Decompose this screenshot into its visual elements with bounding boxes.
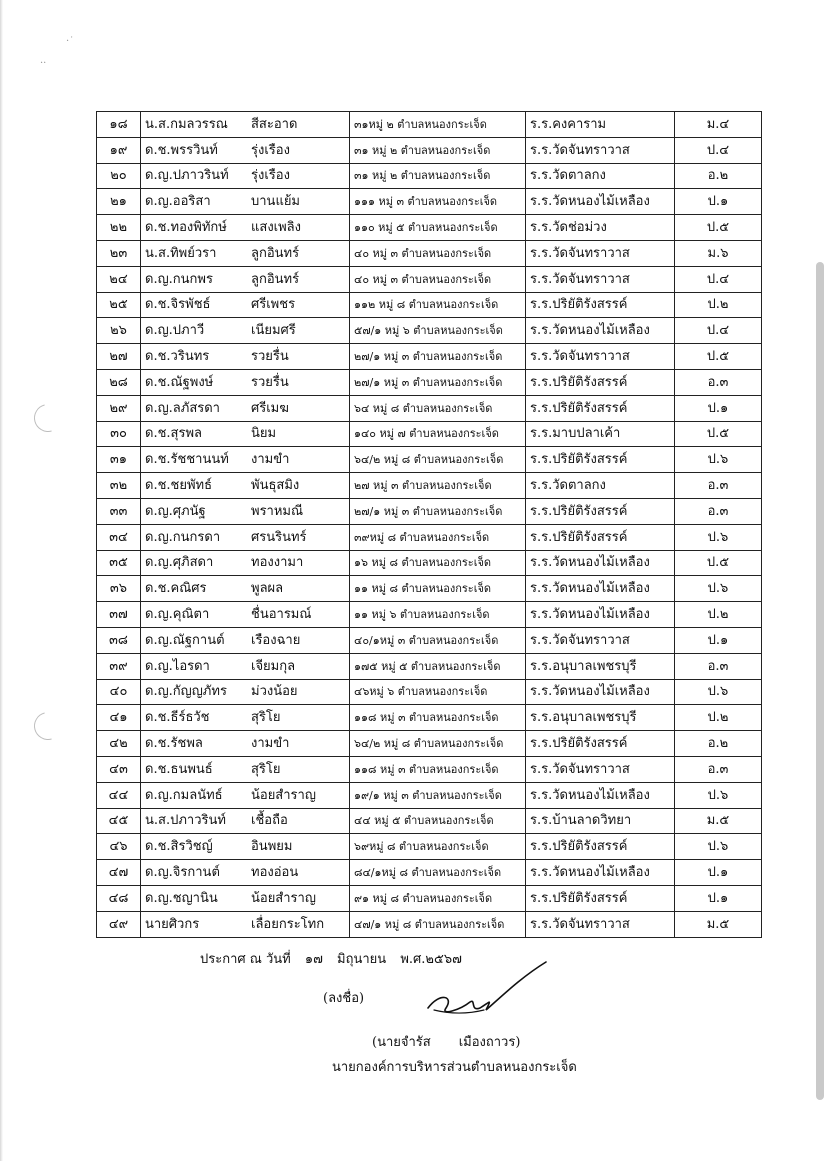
row-number: ๒๗ xyxy=(97,344,141,370)
address-cell: ๖๔/๒ หมู่ ๘ ตำบลหนองกระเจ็ด xyxy=(350,731,526,757)
row-number: ๒๔ xyxy=(97,266,141,292)
student-name-cell xyxy=(141,112,350,138)
address-cell: ๑๑๒ หมู่ ๘ ตำบลหนองกระเจ็ด xyxy=(350,292,526,318)
student-surname: เจียมกุล xyxy=(251,658,296,674)
student-first-name: น.ส.ทิพย์วรา xyxy=(145,245,217,261)
student-name-cell xyxy=(141,576,350,602)
grade-cell: ป.๒ xyxy=(675,292,762,318)
address-cell: ๔๐ หมู่ ๓ ตำบลหนองกระเจ็ด xyxy=(350,266,526,292)
table-row xyxy=(97,369,762,395)
school-cell: ร.ร.ปริยัติรังสรรค์ xyxy=(526,498,675,524)
row-number: ๔๔ xyxy=(97,782,141,808)
address-cell: ๖๙หมู่ ๘ ตำบลหนองกระเจ็ด xyxy=(350,834,526,860)
grade-cell: ป.๔ xyxy=(675,318,762,344)
roster-table xyxy=(96,111,762,938)
student-name-cell xyxy=(141,653,350,679)
row-number: ๔๗ xyxy=(97,860,141,886)
student-name-cell xyxy=(141,447,350,473)
student-surname: ม่วงน้อย xyxy=(251,684,298,700)
table-row xyxy=(97,627,762,653)
address-cell: ๓๑ หมู่ ๒ ตำบลหนองกระเจ็ด xyxy=(350,137,526,163)
student-name-cell xyxy=(141,911,350,937)
address-cell: ๑๑ หมู่ ๖ ตำบลหนองกระเจ็ด xyxy=(350,602,526,628)
student-name-cell xyxy=(141,344,350,370)
student-name-cell xyxy=(141,318,350,344)
address-cell: ๔๖หมู่ ๖ ตำบลหนองกระเจ็ด xyxy=(350,679,526,705)
student-surname: น้อยสำราญ xyxy=(251,890,316,906)
table-row xyxy=(97,679,762,705)
handwritten-signature xyxy=(420,958,550,1028)
student-name-cell xyxy=(141,782,350,808)
student-first-name: นายศิวกร xyxy=(145,916,200,932)
school-cell: ร.ร.อนุบาลเพชรบุรี xyxy=(526,705,675,731)
grade-cell: ป.๕ xyxy=(675,421,762,447)
student-name-cell xyxy=(141,240,350,266)
grade-cell: ป.๖ xyxy=(675,782,762,808)
student-surname: เนียมศรี xyxy=(251,323,296,339)
row-number: ๔๘ xyxy=(97,885,141,911)
grade-cell: ป.๕ xyxy=(675,344,762,370)
school-cell: ร.ร.ปริยัติรังสรรค์ xyxy=(526,731,675,757)
student-surname: เลื่อยกระโทก xyxy=(251,916,325,932)
student-surname: เชื้อถือ xyxy=(251,813,288,829)
school-cell: ร.ร.ปริยัติรังสรรค์ xyxy=(526,885,675,911)
student-first-name: ด.ช.สิรวิชญ์ xyxy=(145,839,213,855)
table-row xyxy=(97,756,762,782)
row-number: ๔๐ xyxy=(97,679,141,705)
grade-cell: ป.๖ xyxy=(675,447,762,473)
grade-cell: ม.๕ xyxy=(675,808,762,834)
address-cell: ๒๗ หมู่ ๓ ตำบลหนองกระเจ็ด xyxy=(350,473,526,499)
student-name-cell xyxy=(141,369,350,395)
school-cell: ร.ร.ปริยัติรังสรรค์ xyxy=(526,524,675,550)
school-cell: ร.ร.วัดหนองไม้เหลือง xyxy=(526,782,675,808)
student-surname: ลูกอินทร์ xyxy=(251,245,300,261)
punch-hole-mark xyxy=(29,707,67,745)
announce-day: ๑๗ xyxy=(304,952,323,967)
student-surname: สีสะอาด xyxy=(251,116,298,132)
address-cell: ๙๑ หมู่ ๘ ตำบลหนองกระเจ็ด xyxy=(350,885,526,911)
row-number: ๓๓ xyxy=(97,498,141,524)
school-cell: ร.ร.คงคาราม xyxy=(526,112,675,138)
student-name-cell xyxy=(141,473,350,499)
student-first-name: ด.ญ.ไอรดา xyxy=(145,658,210,674)
table-row xyxy=(97,834,762,860)
school-cell: ร.ร.วัดหนองไม้เหลือง xyxy=(526,602,675,628)
grade-cell: ป.๖ xyxy=(675,576,762,602)
school-cell: ร.ร.วัดหนองไม้เหลือง xyxy=(526,679,675,705)
scan-speck: ·˙ xyxy=(66,36,75,47)
address-cell: ๑๑ หมู่ ๘ ตำบลหนองกระเจ็ด xyxy=(350,576,526,602)
address-cell: ๓๑ หมู่ ๒ ตำบลหนองกระเจ็ด xyxy=(350,163,526,189)
grade-cell: ป.๕ xyxy=(675,215,762,241)
student-first-name: ด.ญ.คุณิตา xyxy=(145,607,210,623)
student-name-cell xyxy=(141,731,350,757)
school-cell: ร.ร.ปริยัติรังสรรค์ xyxy=(526,395,675,421)
address-cell: ๖๔/๒ หมู่ ๘ ตำบลหนองกระเจ็ด xyxy=(350,447,526,473)
row-number: ๔๑ xyxy=(97,705,141,731)
school-cell: ร.ร.วัดจันทราวาส xyxy=(526,344,675,370)
table-row xyxy=(97,215,762,241)
row-number: ๔๖ xyxy=(97,834,141,860)
row-number: ๑๙ xyxy=(97,137,141,163)
student-first-name: ด.ช.ธนพนธ์ xyxy=(145,761,213,777)
school-cell: ร.ร.วัดหนองไม้เหลือง xyxy=(526,550,675,576)
address-cell: ๑๔๐ หมู่ ๗ ตำบลหนองกระเจ็ด xyxy=(350,421,526,447)
student-surname: ลูกอินทร์ xyxy=(251,271,300,287)
student-first-name: ด.ช.ณัฐพงษ์ xyxy=(145,374,214,390)
grade-cell: ป.๑ xyxy=(675,885,762,911)
school-cell: ร.ร.วัดตาลกง xyxy=(526,163,675,189)
scan-speck: ·· xyxy=(40,58,47,69)
student-name-cell xyxy=(141,705,350,731)
student-first-name: ด.ช.รัชพล xyxy=(145,736,203,752)
row-number: ๒๒ xyxy=(97,215,141,241)
table-row xyxy=(97,240,762,266)
row-number: ๔๒ xyxy=(97,731,141,757)
student-surname: ทองงามา xyxy=(251,555,304,571)
punch-hole-mark xyxy=(29,399,67,437)
signer-position: นายกองค์การบริหารส่วนตำบลหนองกระเจ็ด xyxy=(332,1060,577,1075)
table-row xyxy=(97,318,762,344)
student-surname: แสงเพลิง xyxy=(251,220,301,236)
student-surname: เรืองฉาย xyxy=(251,632,301,648)
student-first-name: ด.ช.ทองพิทักษ์ xyxy=(145,220,227,236)
row-number: ๓๑ xyxy=(97,447,141,473)
student-surname: พันธุสมิง xyxy=(251,478,300,494)
address-cell: ๑๑๐ หมู่ ๕ ตำบลหนองกระเจ็ด xyxy=(350,215,526,241)
row-number: ๓๒ xyxy=(97,473,141,499)
school-cell: ร.ร.วัดจันทราวาส xyxy=(526,266,675,292)
scrollbar-thumb[interactable] xyxy=(816,262,824,1100)
student-first-name: ด.ญ.ณัฐกานต์ xyxy=(145,632,225,648)
row-number: ๔๕ xyxy=(97,808,141,834)
student-name-cell xyxy=(141,266,350,292)
row-number: ๔๓ xyxy=(97,756,141,782)
school-cell: ร.ร.วัดช่อม่วง xyxy=(526,215,675,241)
student-surname: รุ่งเรือง xyxy=(251,142,290,158)
table-row xyxy=(97,885,762,911)
table-row xyxy=(97,421,762,447)
address-cell: ๑๑๘ หมู่ ๓ ตำบลหนองกระเจ็ด xyxy=(350,705,526,731)
signer-name-last: เมืองถาวร) xyxy=(458,1035,521,1050)
row-number: ๒๖ xyxy=(97,318,141,344)
student-name-cell xyxy=(141,679,350,705)
student-name-cell xyxy=(141,885,350,911)
school-cell: ร.ร.วัดหนองไม้เหลือง xyxy=(526,318,675,344)
school-cell: ร.ร.วัดหนองไม้เหลือง xyxy=(526,576,675,602)
table-row xyxy=(97,112,762,138)
table-row xyxy=(97,292,762,318)
grade-cell: ป.๑ xyxy=(675,189,762,215)
grade-cell: อ.๓ xyxy=(675,498,762,524)
school-cell: ร.ร.วัดจันทราวาส xyxy=(526,240,675,266)
grade-cell: อ.๓ xyxy=(675,369,762,395)
student-name-cell xyxy=(141,137,350,163)
school-cell: ร.ร.วัดจันทราวาส xyxy=(526,627,675,653)
student-first-name: ด.ช.พรรวินท์ xyxy=(145,142,218,158)
address-cell: ๖๔ หมู่ ๘ ตำบลหนองกระเจ็ด xyxy=(350,395,526,421)
student-surname: งามขำ xyxy=(251,736,290,752)
signer-name xyxy=(372,1031,520,1052)
student-first-name: ด.ช.จิรพัชธ์ xyxy=(145,297,211,313)
table-row xyxy=(97,602,762,628)
grade-cell: อ.๒ xyxy=(675,731,762,757)
student-surname: ศรีเพชร xyxy=(251,297,296,313)
grade-cell: ป.๑ xyxy=(675,860,762,886)
grade-cell: ป.๒ xyxy=(675,705,762,731)
student-first-name: ด.ช.ชยพัทธ์ xyxy=(145,478,213,494)
row-number: ๓๙ xyxy=(97,653,141,679)
address-cell: ๓๙หมู่ ๘ ตำบลหนองกระเจ็ด xyxy=(350,524,526,550)
grade-cell: ป.๖ xyxy=(675,524,762,550)
student-first-name: ด.ญ.ปภาวี xyxy=(145,323,205,339)
address-cell: ๑๙/๑ หมู่ ๓ ตำบลหนองกระเจ็ด xyxy=(350,782,526,808)
school-cell: ร.ร.ปริยัติรังสรรค์ xyxy=(526,292,675,318)
table-row xyxy=(97,344,762,370)
address-cell: ๔๗/๑ หมู่ ๘ ตำบลหนองกระเจ็ด xyxy=(350,911,526,937)
grade-cell: อ.๓ xyxy=(675,756,762,782)
address-cell: ๕๗/๑ หมู่ ๖ ตำบลหนองกระเจ็ด xyxy=(350,318,526,344)
address-cell: ๔๔ หมู่ ๕ ตำบลหนองกระเจ็ด xyxy=(350,808,526,834)
school-cell: ร.ร.ปริยัติรังสรรค์ xyxy=(526,447,675,473)
table-row xyxy=(97,550,762,576)
student-surname: รุ่งเรือง xyxy=(251,168,290,184)
table-row xyxy=(97,266,762,292)
grade-cell: ป.๔ xyxy=(675,137,762,163)
school-cell: ร.ร.วัดหนองไม้เหลือง xyxy=(526,189,675,215)
school-cell: ร.ร.วัดจันทราวาส xyxy=(526,756,675,782)
student-first-name: ด.ช.ธีร์ธวัช xyxy=(145,710,210,726)
school-cell: ร.ร.วัดจันทราวาส xyxy=(526,137,675,163)
school-cell: ร.ร.วัดจันทราวาส xyxy=(526,911,675,937)
table-row xyxy=(97,447,762,473)
student-surname: พราหมณี xyxy=(251,503,304,519)
student-surname: สุริโย xyxy=(251,761,281,777)
address-cell: ๑๑๑ หมู่ ๓ ตำบลหนองกระเจ็ด xyxy=(350,189,526,215)
row-number: ๒๑ xyxy=(97,189,141,215)
school-cell: ร.ร.ปริยัติรังสรรค์ xyxy=(526,369,675,395)
table-row xyxy=(97,653,762,679)
address-cell: ๓๑หมู่ ๒ ตำบลหนองกระเจ็ด xyxy=(350,112,526,138)
grade-cell: ม.๔ xyxy=(675,112,762,138)
roster-body xyxy=(97,112,762,938)
signed-label: (ลงชื่อ) xyxy=(323,991,365,1006)
row-number: ๒๕ xyxy=(97,292,141,318)
student-name-cell xyxy=(141,163,350,189)
student-first-name: ด.ญ.ศุภนัฐ xyxy=(145,503,206,519)
table-row xyxy=(97,524,762,550)
table-row xyxy=(97,498,762,524)
table-row xyxy=(97,808,762,834)
grade-cell: อ.๓ xyxy=(675,473,762,499)
address-cell: ๑๗๕ หมู่ ๕ ตำบลหนองกระเจ็ด xyxy=(350,653,526,679)
student-first-name: ด.ญ.ลภัสรดา xyxy=(145,400,220,416)
student-first-name: ด.ญ.กัญญภัทร xyxy=(145,684,227,700)
student-surname: ทองอ่อน xyxy=(251,865,299,880)
announce-month: มิถุนายน xyxy=(337,952,387,967)
school-cell: ร.ร.วัดหนองไม้เหลือง xyxy=(526,860,675,886)
student-name-cell xyxy=(141,292,350,318)
grade-cell: ป.๕ xyxy=(675,550,762,576)
student-first-name: ด.ญ.จิรกานต์ xyxy=(145,865,220,880)
student-name-cell xyxy=(141,756,350,782)
student-name-cell xyxy=(141,395,350,421)
row-number: ๓๘ xyxy=(97,627,141,653)
scan-edge-shadow xyxy=(0,0,3,1161)
student-name-cell xyxy=(141,421,350,447)
student-name-cell xyxy=(141,602,350,628)
grade-cell: ม.๖ xyxy=(675,240,762,266)
student-surname: บานแย้ม xyxy=(251,194,301,210)
table-row xyxy=(97,731,762,757)
row-number: ๒๙ xyxy=(97,395,141,421)
student-first-name: ด.ญ.ออริสา xyxy=(145,194,211,210)
address-cell: ๑๖ หมู่ ๘ ตำบลหนองกระเจ็ด xyxy=(350,550,526,576)
row-number: ๒๓ xyxy=(97,240,141,266)
student-first-name: น.ส.ปภาวรินท์ xyxy=(145,813,226,829)
student-first-name: ด.ญ.กมลนัทธ์ xyxy=(145,787,223,803)
grade-cell: ม.๕ xyxy=(675,911,762,937)
school-cell: ร.ร.มาบปลาเค้า xyxy=(526,421,675,447)
school-cell: ร.ร.วัดตาลกง xyxy=(526,473,675,499)
student-surname: รวยรื่น xyxy=(251,349,289,365)
student-name-cell xyxy=(141,550,350,576)
row-number: ๓๗ xyxy=(97,602,141,628)
grade-cell: ป.๔ xyxy=(675,266,762,292)
student-surname: น้อยสำราญ xyxy=(251,787,316,803)
student-first-name: ด.ญ.ชญานิน xyxy=(145,890,218,906)
grade-cell: ป.๒ xyxy=(675,602,762,628)
student-surname: ชื่นอารมณ์ xyxy=(251,607,312,623)
signer-name-first: (นายจำรัส xyxy=(372,1035,431,1050)
student-surname: ศรนรินทร์ xyxy=(251,529,307,545)
table-row xyxy=(97,782,762,808)
student-surname: นิยม xyxy=(251,426,277,442)
student-name-cell xyxy=(141,860,350,886)
table-row xyxy=(97,163,762,189)
student-surname: อินพยม xyxy=(251,839,293,855)
row-number: ๓๕ xyxy=(97,550,141,576)
student-surname: ศรีเมฆ xyxy=(251,400,289,416)
address-cell: ๔๐ หมู่ ๓ ตำบลหนองกระเจ็ด xyxy=(350,240,526,266)
address-cell: ๒๗/๑ หมู่ ๓ ตำบลหนองกระเจ็ด xyxy=(350,344,526,370)
school-cell: ร.ร.บ้านลาดวิทยา xyxy=(526,808,675,834)
student-surname: งามขำ xyxy=(251,452,290,468)
row-number: ๓๖ xyxy=(97,576,141,602)
grade-cell: ป.๖ xyxy=(675,679,762,705)
student-surname: พูลผล xyxy=(251,581,284,597)
grade-cell: ป.๑ xyxy=(675,395,762,421)
student-first-name: น.ส.กมลวรรณ xyxy=(145,116,228,132)
table-row xyxy=(97,473,762,499)
row-number: ๒๐ xyxy=(97,163,141,189)
address-cell: ๒๗/๑ หมู่ ๓ ตำบลหนองกระเจ็ด xyxy=(350,369,526,395)
row-number: ๒๘ xyxy=(97,369,141,395)
school-cell: ร.ร.ปริยัติรังสรรค์ xyxy=(526,834,675,860)
student-first-name: ด.ช.รัชชานนท์ xyxy=(145,452,229,468)
address-cell: ๒๗/๑ หมู่ ๓ ตำบลหนองกระเจ็ด xyxy=(350,498,526,524)
address-cell: ๑๑๘ หมู่ ๓ ตำบลหนองกระเจ็ด xyxy=(350,756,526,782)
student-name-cell xyxy=(141,834,350,860)
row-number: ๑๘ xyxy=(97,112,141,138)
table-row xyxy=(97,705,762,731)
student-name-cell xyxy=(141,524,350,550)
table-row xyxy=(97,860,762,886)
student-first-name: ด.ญ.กนกพร xyxy=(145,271,213,287)
student-first-name: ด.ช.วรินทร xyxy=(145,349,210,365)
student-name-cell xyxy=(141,808,350,834)
row-number: ๓๔ xyxy=(97,524,141,550)
grade-cell: อ.๓ xyxy=(675,653,762,679)
student-first-name: ด.ญ.ศุภิสดา xyxy=(145,555,214,571)
address-cell: ๘๔/๑หมู่ ๘ ตำบลหนองกระเจ็ด xyxy=(350,860,526,886)
row-number: ๔๙ xyxy=(97,911,141,937)
student-name-cell xyxy=(141,189,350,215)
student-surname: สุริโย xyxy=(251,710,281,726)
school-cell: ร.ร.อนุบาลเพชรบุรี xyxy=(526,653,675,679)
table-row xyxy=(97,395,762,421)
student-name-cell xyxy=(141,215,350,241)
student-first-name: ด.ญ.ปภาวรินท์ xyxy=(145,168,229,184)
student-surname: รวยรื่น xyxy=(251,374,289,390)
grade-cell: ป.๑ xyxy=(675,627,762,653)
grade-cell: อ.๒ xyxy=(675,163,762,189)
student-name-cell xyxy=(141,498,350,524)
announce-year: พ.ศ.๒๕๖๗ xyxy=(400,952,462,967)
student-first-name: ด.ช.คณิศร xyxy=(145,581,207,597)
student-first-name: ด.ญ.กนกรดา xyxy=(145,529,221,545)
grade-cell: ป.๖ xyxy=(675,834,762,860)
student-name-cell xyxy=(141,627,350,653)
table-row xyxy=(97,911,762,937)
address-cell: ๔๐/๑หมู่ ๓ ตำบลหนองกระเจ็ด xyxy=(350,627,526,653)
table-row xyxy=(97,137,762,163)
table-row xyxy=(97,576,762,602)
student-first-name: ด.ช.สุรพล xyxy=(145,426,202,442)
announce-label: ประกาศ ณ วันที่ xyxy=(200,952,291,967)
table-row xyxy=(97,189,762,215)
row-number: ๓๐ xyxy=(97,421,141,447)
